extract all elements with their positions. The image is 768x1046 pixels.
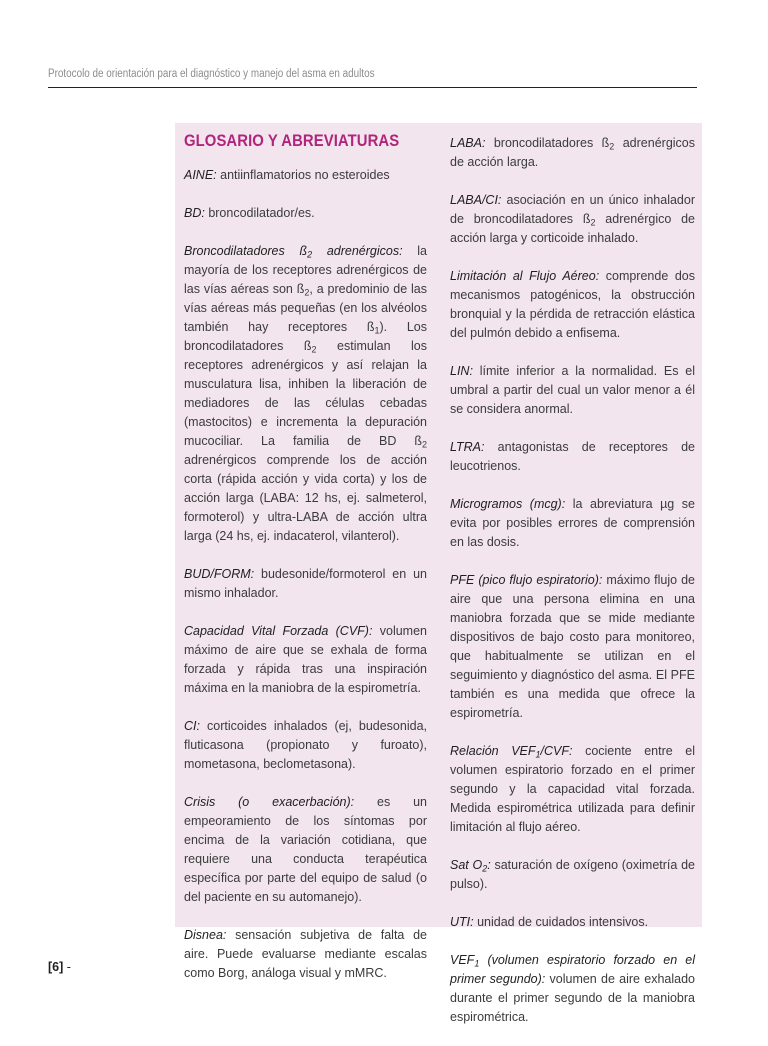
glossary-term: Relación $VEF_1$/CVF:: [450, 744, 573, 760]
glossary-term: Crisis (o exacerbación):: [184, 795, 355, 809]
glossary-definition: antiinflamatorios no esteroides: [216, 168, 390, 182]
glossary-term: UTI:: [450, 915, 474, 929]
glossary-definition: es un empeoramiento de los síntomas por encima de la variación cotidiana, que requiere una conducta terapéutica específica por parte del equipo de salud (o del paciente en su automanejo).: [184, 795, 427, 904]
glossary-term: Microgramos (mcg):: [450, 497, 566, 511]
glossary-entry-microgramos: [450, 495, 695, 552]
glossary-definition: volumen máximo de aire que se exhala de forma forzada y rápida tras una inspiración máxima en la maniobra de la espirometría.: [184, 624, 427, 695]
glossary-definition: unidad de cuidados intensivos.: [473, 915, 649, 929]
glossary-entry-vef1: [450, 951, 695, 1027]
glossary-term: Disnea:: [184, 928, 227, 942]
glossary-term: LABA/CI:: [450, 193, 502, 207]
glossary-entry-relacion-vef1-cvf: [450, 742, 695, 837]
page-number: [6] -: [48, 960, 71, 974]
glossary-term: LTRA:: [450, 440, 485, 454]
glossary-entry-aine: [184, 166, 427, 185]
glossary-entry-ci: [184, 717, 427, 774]
glossary-entry-lin: [450, 362, 695, 419]
glossary-entry-laba-ci: [450, 191, 695, 248]
glossary-term: BD:: [184, 206, 205, 220]
glossary-term: Capacidad Vital Forzada (CVF):: [184, 624, 373, 638]
glossary-term: PFE (pico flujo espiratorio):: [450, 573, 603, 587]
glossary-term: LIN:: [450, 364, 473, 378]
glossary-entry-laba: [450, 134, 695, 172]
glossary-entry-cvf: [184, 622, 427, 698]
glossary-definition: saturación de oxígeno (oximetría de pulso).: [450, 858, 695, 891]
glossary-definition: asociación en un único inhalador de broncodilatadores $ß_2$ adrenérgico de acción larga y corticoide inhalado.: [450, 193, 695, 245]
glossary-definition: comprende dos mecanismos patogénicos, la obstrucción bronquial y la pérdida de retracción elástica del pulmón debido a enfisema.: [450, 269, 695, 340]
glossary-entry-bud-form: [184, 565, 427, 603]
glossary-term: Broncodilatadores $ß_2$ adrenérgicos:: [184, 244, 403, 260]
glossary-entry-limitacion: [450, 267, 695, 343]
glossary-definition: la mayoría de los receptores adrenérgicos de las vías aéreas son $ß_2$, a predominio de las vías aéreas más pequeñas (en los alvéolos también hay receptores $ß_1$). Los broncodilatadores $ß_2$ estimulan los receptores adrenérgicos y así relajan la musculatura lisa, inhiben la liberación de mediadores de las células cebadas (mastocitos) e incrementa la depuración mucociliar. La familia de BD $ß_2$ adrenérgicos comprende los de acción corta (rápida acción y vida corta) y los de acción larga (LABA: 12 hs, ej. salmeterol, formoterol) y ultra-LABA de acción ultra larga (24 hs, ej. indacaterol, vilanterol).: [184, 244, 428, 543]
glossary-definition: broncodilatadores $ß_2$ adrenérgicos de acción larga.: [450, 136, 695, 169]
glossary-definition: máximo flujo de aire que una persona elimina en una maniobra forzada que se mide mediante dispositivos de bajo costo para monitoreo, que habitualmente se utilizan en el seguimiento y diagnóstico del asma. El PFE también es una medida que ofrece la espirometría.: [450, 573, 695, 720]
glossary-definition: volumen de aire exhalado durante el primer segundo de la maniobra espirométrica.: [450, 972, 695, 1024]
glossary-term: LABA:: [450, 136, 486, 150]
glossary-definition: límite inferior a la normalidad. Es el umbral a partir del cual un valor menor a él se considera anormal.: [450, 364, 695, 416]
glossary-entry-bd: [184, 204, 427, 223]
glossary-term: BUD/FORM:: [184, 567, 255, 581]
glossary-definition: la abreviatura µg se evita por posibles errores de comprensión en las dosis.: [450, 497, 696, 549]
glossary-entry-disnea: [184, 926, 427, 983]
glossary-definition: sensación subjetiva de falta de aire. Puede evaluarse mediante escalas como Borg, análoga visual y mMRC.: [184, 928, 427, 980]
glossary-title: GLOSARIO Y ABREVIATURAS: [184, 132, 400, 150]
glossary-entry-pfe: [450, 571, 695, 723]
glossary-term: CI:: [184, 719, 200, 733]
glossary-entry-sat-o2: [450, 856, 695, 894]
running-header: Protocolo de orientación para el diagnóstico y manejo del asma en adultos: [48, 68, 375, 80]
glossary-entry-broncodilatadores: [184, 242, 427, 546]
glossary-term: $VEF_1$ (volumen espiratorio forzado en el primer segundo):: [450, 953, 695, 986]
glossary-left-column: [184, 130, 427, 1002]
glossary-definition: antagonistas de receptores de leucotrienos.: [450, 440, 695, 473]
glossary-term: Sat $O_2$:: [450, 858, 491, 874]
glossary-definition: budesonide/formoterol en un mismo inhalador.: [184, 567, 427, 600]
glossary-definition: corticoides inhalados (ej, budesonida, fluticasona (propionato y furoato), mometasona, beclometasona).: [184, 719, 427, 771]
header-rule: [48, 87, 697, 88]
glossary-term: Limitación al Flujo Aéreo:: [450, 269, 600, 283]
glossary-right-column: [450, 134, 695, 1046]
glossary-entry-ltra: [450, 438, 695, 476]
glossary-term: AINE:: [184, 168, 217, 182]
glossary-entry-uti: [450, 913, 695, 932]
glossary-entry-crisis: [184, 793, 427, 907]
glossary-box: [175, 123, 702, 1024]
glossary-definition: cociente entre el volumen espiratorio forzado en el primer segundo y la capacidad vital forzada. Medida espirométrica utilizada para definir limitación al flujo aéreo.: [450, 744, 695, 834]
glossary-definition: broncodilatador/es.: [204, 206, 315, 220]
